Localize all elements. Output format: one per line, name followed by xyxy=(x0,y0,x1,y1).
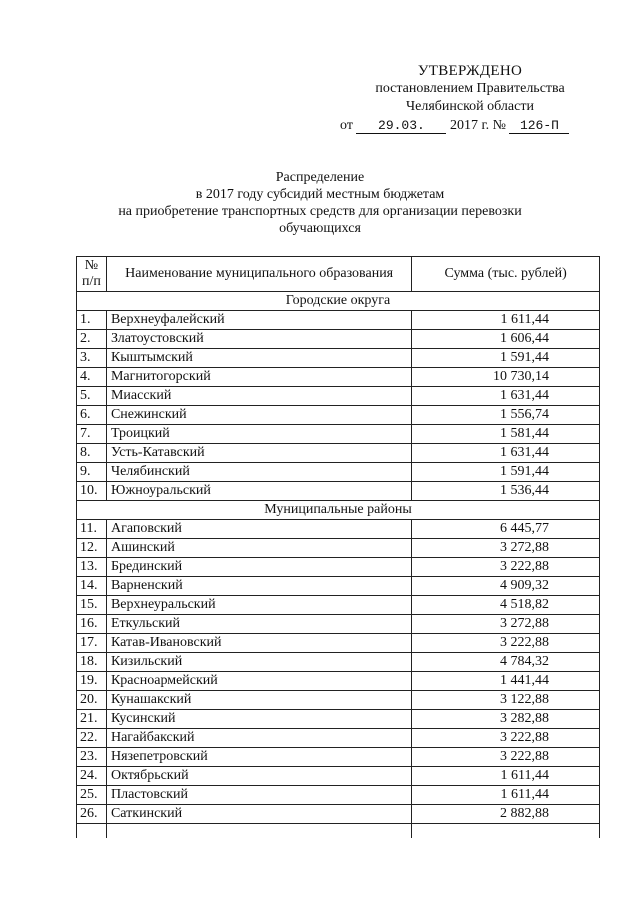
row-number: 2. xyxy=(77,330,107,349)
empty-cell xyxy=(412,824,600,839)
empty-cell xyxy=(77,824,107,839)
table-body xyxy=(77,292,600,839)
row-number: 11. xyxy=(77,520,107,539)
from-label: от xyxy=(340,118,353,133)
row-number: 13. xyxy=(77,558,107,577)
municipality-name: Октябрьский xyxy=(106,767,411,786)
title-line-3: на приобретение транспортных средств для организации перевозки xyxy=(118,204,522,219)
row-number: 12. xyxy=(77,539,107,558)
municipality-name: Кусинский xyxy=(106,710,411,729)
subsidy-amount: 1 611,44 xyxy=(412,767,600,786)
subsidy-amount: 1 631,44 xyxy=(412,444,600,463)
subsidy-amount: 1 441,44 xyxy=(412,672,600,691)
subsidy-amount: 3 282,88 xyxy=(412,710,600,729)
table-row xyxy=(77,425,600,444)
row-number: 14. xyxy=(77,577,107,596)
subsidy-amount: 3 222,88 xyxy=(412,729,600,748)
municipality-name: Златоустовский xyxy=(106,330,411,349)
subsidy-amount: 3 222,88 xyxy=(412,748,600,767)
municipality-name: Красноармейский xyxy=(106,672,411,691)
row-number: 10. xyxy=(77,482,107,501)
table-row xyxy=(77,406,600,425)
subsidy-amount: 1 591,44 xyxy=(412,349,600,368)
decree-number: 126-П xyxy=(509,118,569,134)
subsidy-amount: 4 909,32 xyxy=(412,577,600,596)
municipality-name: Южноуральский xyxy=(106,482,411,501)
municipality-name: Варненский xyxy=(106,577,411,596)
municipality-name: Челябинский xyxy=(106,463,411,482)
municipality-name: Кыштымский xyxy=(106,349,411,368)
row-number: 3. xyxy=(77,349,107,368)
row-number: 24. xyxy=(77,767,107,786)
table-row xyxy=(77,577,600,596)
row-number: 20. xyxy=(77,691,107,710)
table-row xyxy=(77,615,600,634)
subsidy-amount: 1 606,44 xyxy=(412,330,600,349)
approval-line-1: постановлением Правительства xyxy=(375,81,565,96)
row-number: 21. xyxy=(77,710,107,729)
row-number: 6. xyxy=(77,406,107,425)
table-row xyxy=(77,482,600,501)
row-number: 9. xyxy=(77,463,107,482)
municipality-name: Нязепетровский xyxy=(106,748,411,767)
table-row xyxy=(77,368,600,387)
header-number: № п/п xyxy=(77,257,107,292)
approval-date-line xyxy=(340,117,600,135)
municipality-name: Катав-Ивановский xyxy=(106,634,411,653)
subsidy-amount: 3 222,88 xyxy=(412,634,600,653)
municipality-name: Еткульский xyxy=(106,615,411,634)
municipality-name: Верхнеуральский xyxy=(106,596,411,615)
subsidy-amount: 1 536,44 xyxy=(412,482,600,501)
row-number: 5. xyxy=(77,387,107,406)
municipality-name: Брединский xyxy=(106,558,411,577)
subsidy-amount: 3 222,88 xyxy=(412,558,600,577)
decree-date: 29.03. xyxy=(356,118,446,134)
municipality-name: Миасский xyxy=(106,387,411,406)
municipality-name: Пластовский xyxy=(106,786,411,805)
table-row xyxy=(77,444,600,463)
table-row xyxy=(77,710,600,729)
document-title xyxy=(100,169,540,237)
subsidy-amount: 3 272,88 xyxy=(412,539,600,558)
row-number: 17. xyxy=(77,634,107,653)
row-number: 18. xyxy=(77,653,107,672)
municipality-name: Ашинский xyxy=(106,539,411,558)
municipality-name: Нагайбакский xyxy=(106,729,411,748)
subsidy-amount: 1 581,44 xyxy=(412,425,600,444)
year-label: 2017 г. № xyxy=(449,118,506,133)
table-row xyxy=(77,634,600,653)
municipality-name: Троицкий xyxy=(106,425,411,444)
table-row xyxy=(77,349,600,368)
subsidy-amount: 2 882,88 xyxy=(412,805,600,824)
table-row xyxy=(77,748,600,767)
table-header-row xyxy=(77,257,600,292)
row-number: 16. xyxy=(77,615,107,634)
table-row xyxy=(77,691,600,710)
table-row xyxy=(77,539,600,558)
municipality-name: Саткинский xyxy=(106,805,411,824)
table-row xyxy=(77,805,600,824)
table-row xyxy=(77,463,600,482)
section-row xyxy=(77,292,600,311)
subsidy-amount: 3 122,88 xyxy=(412,691,600,710)
table-row xyxy=(77,672,600,691)
table-row xyxy=(77,330,600,349)
section-title: Городские округа xyxy=(77,292,600,311)
row-number: 26. xyxy=(77,805,107,824)
empty-cell xyxy=(106,824,411,839)
municipality-name: Магнитогорский xyxy=(106,368,411,387)
table-row xyxy=(77,387,600,406)
municipality-name: Верхнеуфалейский xyxy=(106,311,411,330)
municipality-name: Снежинский xyxy=(106,406,411,425)
subsidy-table xyxy=(76,256,600,838)
subsidy-amount: 3 272,88 xyxy=(412,615,600,634)
subsidy-amount: 1 591,44 xyxy=(412,463,600,482)
row-number: 1. xyxy=(77,311,107,330)
section-row xyxy=(77,501,600,520)
row-number: 7. xyxy=(77,425,107,444)
row-number: 19. xyxy=(77,672,107,691)
approved-label: УТВЕРЖДЕНО xyxy=(417,63,523,79)
subsidy-amount: 1 611,44 xyxy=(412,786,600,805)
table-row xyxy=(77,311,600,330)
municipality-name: Усть-Катавский xyxy=(106,444,411,463)
row-number: 25. xyxy=(77,786,107,805)
municipality-name: Кунашакский xyxy=(106,691,411,710)
title-line-1: Распределение xyxy=(275,170,365,185)
municipality-name: Кизильский xyxy=(106,653,411,672)
table-row xyxy=(77,520,600,539)
section-title: Муниципальные районы xyxy=(77,501,600,520)
table-row xyxy=(77,767,600,786)
title-line-4: обучающихся xyxy=(279,221,361,236)
row-number: 8. xyxy=(77,444,107,463)
subsidy-amount: 1 556,74 xyxy=(412,406,600,425)
municipality-name: Агаповский xyxy=(106,520,411,539)
row-number: 15. xyxy=(77,596,107,615)
subsidy-amount: 1 611,44 xyxy=(412,311,600,330)
subsidy-amount: 4 518,82 xyxy=(412,596,600,615)
subsidy-amount: 4 784,32 xyxy=(412,653,600,672)
table-row xyxy=(77,786,600,805)
table-row xyxy=(77,653,600,672)
subsidy-amount: 10 730,14 xyxy=(412,368,600,387)
approval-stamp xyxy=(340,62,600,135)
header-name: Наименование муниципального образования xyxy=(106,257,411,292)
table-row xyxy=(77,596,600,615)
row-number: 4. xyxy=(77,368,107,387)
approval-line-2: Челябинской области xyxy=(406,99,534,114)
subsidy-amount: 1 631,44 xyxy=(412,387,600,406)
table-row xyxy=(77,558,600,577)
row-number: 22. xyxy=(77,729,107,748)
empty-row xyxy=(77,824,600,839)
row-number: 23. xyxy=(77,748,107,767)
title-line-2: в 2017 году субсидий местным бюджетам xyxy=(195,187,445,202)
table-row xyxy=(77,729,600,748)
header-sum: Сумма (тыс. рублей) xyxy=(412,257,600,292)
subsidy-amount: 6 445,77 xyxy=(412,520,600,539)
